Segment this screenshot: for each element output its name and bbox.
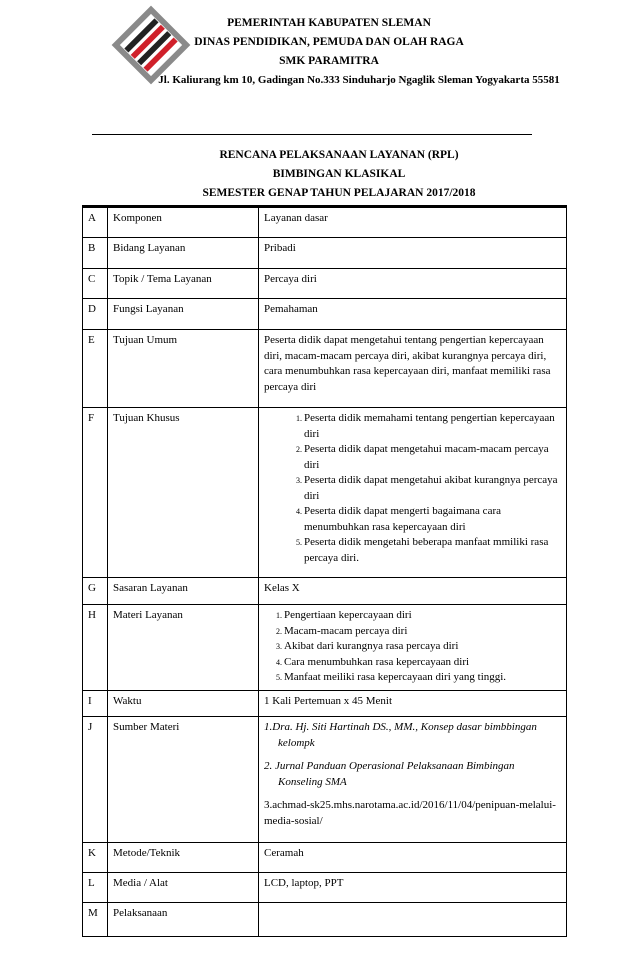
source-journal: 2. Jurnal Panduan Operasional Pelaksanaan Bimbingan Konseling SMA [264,760,515,788]
row-letter: H [83,605,108,691]
government-name: PEMERINTAH KABUPATEN SLEMAN [227,17,431,29]
rpl-table [82,207,567,937]
title-line-2: BIMBINGAN KLASIKAL [272,168,406,180]
row-letter: K [83,843,108,873]
table-row [83,299,567,330]
row-content: Layanan dasar [259,208,567,238]
row-letter: C [83,269,108,299]
list-item: 4. Peserta didik dapat mengerti bagaimana cara menumbuhkan rasa kepercayaan diri [304,504,561,535]
row-letter: B [83,238,108,269]
row-component: Waktu [108,691,259,717]
row-component: Fungsi Layanan [108,299,259,330]
table-row [83,903,567,937]
row-content: Kelas X [259,578,567,605]
title-line-1: RENCANA PELAKSANAAN LAYANAN (RPL) [219,149,459,161]
school-name: SMK PARAMITRA [279,55,379,67]
table-row [83,873,567,903]
list-item: 3. Peserta didik dapat mengetahui akibat kurangnya percaya diri [304,473,561,504]
letterhead [60,14,598,90]
table-row [83,408,567,578]
title-line-3: SEMESTER GENAP TAHUN PELAJARAN 2017/2018 [202,187,476,199]
specific-goals-list [264,411,561,566]
table-row [83,691,567,717]
list-item: 1. Peserta didik memahami tentang pengertian kepercayaan diri [304,411,561,442]
row-component: Tujuan Khusus [108,408,259,578]
row-content: 1 Kali Pertemuan x 45 Menit [259,691,567,717]
row-content [259,605,567,691]
source-url: 3.achmad-sk25.mhs.narotama.ac.id/2016/11/04/penipuan-melalui-media-sosial/ [264,799,556,827]
table-row [83,208,567,238]
list-item: 1. Pengertiaan kepercayaan diri [284,608,561,624]
school-address: Jl. Kaliurang km 10, Gadingan No.333 Sinduharjo Ngaglik Sleman Yogyakarta 55581 [158,74,560,86]
row-letter: A [83,208,108,238]
list-item: 3. Akibat dari kurangnya rasa percaya diri [284,639,561,655]
row-content: LCD, laptop, PPT [259,873,567,903]
row-content: Percaya diri [259,269,567,299]
row-letter: E [83,330,108,408]
row-component: Tujuan Umum [108,330,259,408]
row-component: Bidang Layanan [108,238,259,269]
row-component: Materi Layanan [108,605,259,691]
table-row [83,605,567,691]
row-letter: L [83,873,108,903]
list-item: 5. Peserta didik mengetahi beberapa manfaat mmiliki rasa percaya diri. [304,535,561,566]
list-item: 2. Macam-macam percaya diri [284,624,561,640]
row-component: Sumber Materi [108,717,259,843]
row-content [259,717,567,843]
row-letter: J [83,717,108,843]
row-letter: G [83,578,108,605]
header-divider [92,134,532,135]
row-letter: F [83,408,108,578]
list-item: 4. Cara menumbuhkan rasa kepercayaan diri [284,655,561,671]
document-title [100,146,578,203]
table-row [83,717,567,843]
row-content [259,903,567,937]
department-name: DINAS PENDIDIKAN, PEMUDA DAN OLAH RAGA [194,36,464,48]
row-component: Pelaksanaan [108,903,259,937]
table-row [83,578,567,605]
row-component: Komponen [108,208,259,238]
row-content [259,408,567,578]
row-content: Ceramah [259,843,567,873]
source-book: 1.Dra. Hj. Siti Hartinah DS., MM., Konsep dasar bimbbingan kelompk [264,721,537,749]
row-content: Pribadi [259,238,567,269]
row-letter: I [83,691,108,717]
row-content: Peserta didik dapat mengetahui tentang pengertian kepercayaan diri, macam-macam percaya diri, akibat kurangnya percaya diri, cara menumbuhkan rasa kepercayaan diri, manfaat memiliki rasa percaya diri [259,330,567,408]
row-letter: M [83,903,108,937]
row-component: Topik / Tema Layanan [108,269,259,299]
list-item: 2. Peserta didik dapat mengetahui macam-macam percaya diri [304,442,561,473]
list-item: 5. Manfaat meiliki rasa kepercayaan diri yang tinggi. [284,670,561,686]
table-row [83,238,567,269]
table-row [83,269,567,299]
table-row [83,330,567,408]
row-content: Pemahaman [259,299,567,330]
row-component: Media / Alat [108,873,259,903]
row-component: Sasaran Layanan [108,578,259,605]
row-component: Metode/Teknik [108,843,259,873]
material-list [264,608,561,686]
row-letter: D [83,299,108,330]
table-row [83,843,567,873]
